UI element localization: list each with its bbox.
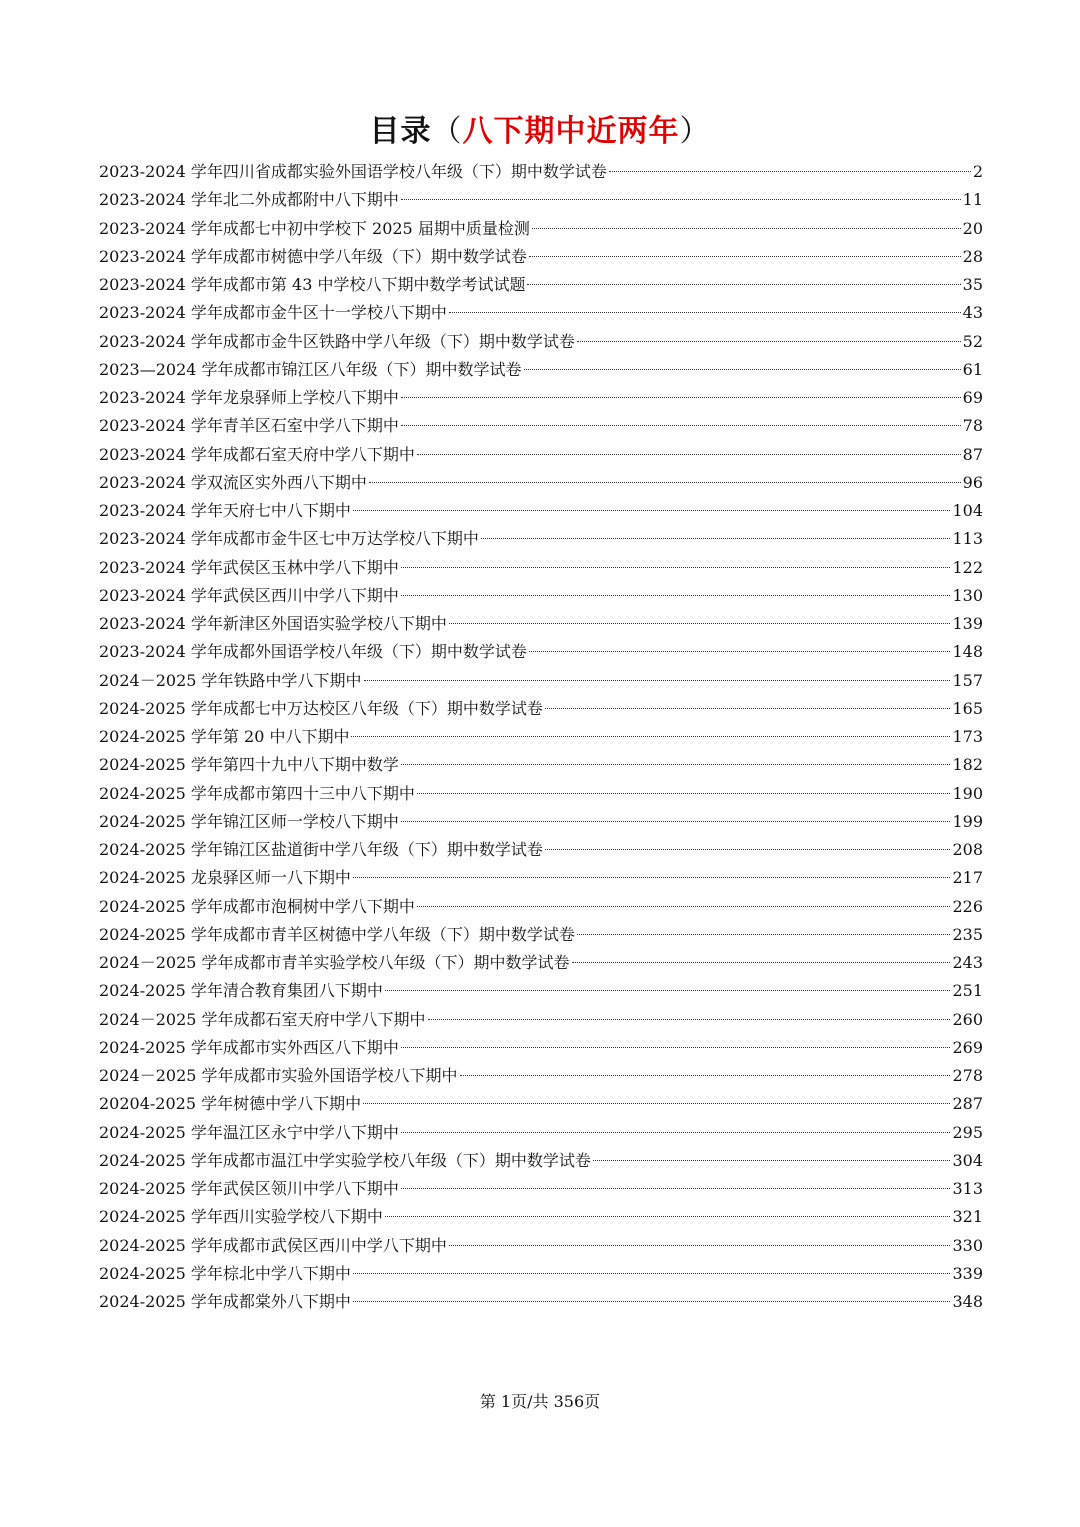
toc-entry-title: 2024-2025 学年成都七中万达校区八年级（下）期中数学试卷	[99, 698, 543, 718]
toc-entry[interactable]	[99, 1006, 983, 1034]
toc-entry[interactable]	[99, 780, 983, 808]
toc-entry-title: 2023-2024 学年武侯区玉林中学八下期中	[99, 557, 399, 577]
toc-entry-title: 2023-2024 学年龙泉驿师上学校八下期中	[99, 388, 399, 407]
toc-entry[interactable]	[99, 441, 983, 469]
toc-dot-leader	[532, 228, 961, 229]
toc-entry[interactable]	[99, 610, 983, 638]
toc-entry[interactable]	[99, 836, 983, 864]
toc-dot-leader	[385, 990, 951, 991]
toc-entry-page-number: 52	[962, 331, 983, 351]
toc-entry-title: 2024-2025 学年武侯区领川中学八下期中	[99, 1179, 399, 1198]
toc-entry-page-number: 217	[952, 868, 983, 888]
toc-dot-leader	[353, 1301, 951, 1302]
toc-entry-page-number: 104	[952, 501, 983, 520]
toc-dot-leader	[364, 680, 951, 681]
toc-dot-leader	[401, 1047, 951, 1048]
toc-dot-leader	[401, 1188, 951, 1189]
toc-entry-title: 2023-2024 学年青羊区石室中学八下期中	[99, 416, 399, 436]
toc-entry-title: 2024-2025 学年第四十九中八下期中数学	[99, 755, 399, 775]
toc-entry-page-number: 313	[952, 1179, 983, 1198]
toc-entry[interactable]	[99, 1090, 983, 1118]
toc-dot-leader	[593, 1160, 951, 1161]
toc-entry[interactable]	[99, 412, 983, 440]
toc-entry-title: 2024-2025 学年成都市实外西区八下期中	[99, 1037, 399, 1057]
toc-entry[interactable]	[99, 299, 983, 327]
toc-entry-page-number: 87	[962, 444, 983, 464]
toc-entry[interactable]	[99, 271, 983, 299]
toc-dot-leader	[401, 821, 951, 822]
toc-dot-leader	[401, 567, 951, 568]
toc-entry[interactable]	[99, 1288, 983, 1316]
toc-entry-title: 2023-2024 学年成都市金牛区七中万达学校八下期中	[99, 529, 479, 549]
toc-entry-page-number: 157	[952, 670, 983, 690]
page-footer: 第 1页/共 356页	[479, 1392, 601, 1411]
title-open-paren: （	[431, 114, 463, 149]
toc-entry-page-number: 348	[952, 1292, 983, 1311]
page-title	[0, 112, 1080, 152]
toc-entry[interactable]	[99, 723, 983, 751]
toc-entry[interactable]	[99, 582, 983, 610]
toc-dot-leader	[572, 962, 951, 963]
toc-entry-page-number: 173	[952, 727, 983, 746]
toc-entry-page-number: 113	[952, 529, 983, 549]
toc-entry-page-number: 139	[952, 614, 983, 633]
toc-entry-title: 20204-2025 学年树德中学八下期中	[99, 1094, 362, 1114]
toc-dot-leader	[353, 877, 951, 878]
toc-entry[interactable]	[99, 808, 983, 836]
toc-entry-page-number: 96	[962, 472, 983, 492]
toc-entry-title: 2024-2025 学年清合教育集团八下期中	[99, 981, 383, 1001]
toc-entry[interactable]	[99, 525, 983, 553]
toc-entry-title: 2024-2025 学年锦江区师一学校八下期中	[99, 811, 399, 831]
toc-dot-leader	[545, 708, 951, 709]
toc-entry-title: 2023-2024 学年成都外国语学校八年级（下）期中数学试卷	[99, 642, 527, 662]
toc-entry-title: 2023-2024 学年成都市树德中学八年级（下）期中数学试卷	[99, 246, 527, 266]
toc-dot-leader	[481, 538, 951, 539]
toc-entry[interactable]	[99, 667, 983, 695]
toc-dot-leader	[577, 934, 951, 935]
toc-entry[interactable]	[99, 1175, 983, 1203]
toc-dot-leader	[577, 341, 961, 342]
toc-dot-leader	[428, 1019, 951, 1020]
toc-entry[interactable]	[99, 864, 983, 892]
toc-dot-leader	[529, 256, 961, 257]
toc-dot-leader	[401, 764, 951, 765]
toc-entry-title: 2023-2024 学年四川省成都实验外国语学校八年级（下）期中数学试卷	[99, 162, 607, 181]
title-close-paren: ）	[679, 114, 711, 149]
toc-dot-leader	[401, 425, 961, 426]
toc-entry-page-number: 321	[952, 1207, 983, 1227]
toc-entry-page-number: 165	[952, 698, 983, 718]
toc-entry-title: 2023-2024 学年武侯区西川中学八下期中	[99, 585, 399, 605]
toc-entry-page-number: 69	[962, 388, 983, 407]
toc-entry-page-number: 304	[952, 1150, 983, 1170]
toc-entry-page-number: 260	[952, 1009, 983, 1029]
toc-entry-title: 2024-2025 学年温江区永宁中学八下期中	[99, 1122, 399, 1142]
toc-entry-title: 2024-2025 学年锦江区盐道街中学八年级（下）期中数学试卷	[99, 840, 543, 859]
toc-entry-title: 2024-2025 学年成都市青羊区树德中学八年级（下）期中数学试卷	[99, 924, 575, 944]
toc-dot-leader	[401, 1132, 951, 1133]
toc-entry-title: 2024－2025 学年成都石室天府中学八下期中	[99, 1009, 426, 1029]
toc-entry-title: 2023-2024 学年新津区外国语实验学校八下期中	[99, 614, 447, 633]
toc-entry-title: 2024-2025 学年成都市第四十三中八下期中	[99, 783, 415, 803]
toc-dot-leader	[401, 595, 951, 596]
toc-dot-leader	[353, 1273, 951, 1274]
toc-entry-page-number: 2	[972, 162, 983, 181]
toc-entry[interactable]	[99, 497, 983, 525]
toc-entry-page-number: 148	[952, 642, 983, 662]
toc-entry[interactable]	[99, 469, 983, 497]
toc-entry-title: 2023-2024 学年成都石室天府中学八下期中	[99, 444, 415, 464]
toc-entry-title: 2024-2025 学年成都棠外八下期中	[99, 1292, 351, 1311]
table-of-contents	[99, 158, 983, 1316]
toc-entry[interactable]	[99, 977, 983, 1005]
toc-entry-title: 2023-2024 学年北二外成都附中八下期中	[99, 190, 399, 210]
toc-entry[interactable]	[99, 921, 983, 949]
toc-entry[interactable]	[99, 893, 983, 921]
toc-entry[interactable]	[99, 1119, 983, 1147]
toc-entry-page-number: 278	[952, 1066, 983, 1085]
toc-dot-leader	[524, 369, 961, 370]
toc-entry-title: 2024-2025 学年成都市温江中学实验学校八年级（下）期中数学试卷	[99, 1150, 591, 1170]
toc-dot-leader	[369, 482, 961, 483]
toc-entry-title: 2024-2025 龙泉驿区师一八下期中	[99, 868, 351, 888]
toc-entry-title: 2024-2025 学年棕北中学八下期中	[99, 1263, 351, 1283]
toc-entry-title: 2023-2024 学年成都市金牛区铁路中学八年级（下）期中数学试卷	[99, 331, 575, 351]
toc-entry-page-number: 287	[952, 1094, 983, 1114]
toc-entry-page-number: 182	[952, 755, 983, 775]
toc-entry[interactable]	[99, 949, 983, 977]
toc-entry[interactable]	[99, 215, 983, 243]
toc-entry-page-number: 122	[952, 557, 983, 577]
toc-entry-page-number: 243	[952, 953, 983, 972]
toc-entry-page-number: 208	[952, 840, 983, 859]
toc-dot-leader	[545, 849, 951, 850]
toc-entry[interactable]	[99, 1203, 983, 1231]
toc-entry-page-number: 43	[962, 303, 983, 323]
toc-dot-leader	[609, 171, 971, 172]
toc-entry-title: 2023-2024 学年成都市金牛区十一学校八下期中	[99, 303, 447, 323]
toc-entry-title: 2024－2025 学年铁路中学八下期中	[99, 670, 362, 690]
toc-dot-leader	[449, 623, 951, 624]
toc-entry[interactable]	[99, 186, 983, 214]
toc-dot-leader	[417, 906, 951, 907]
toc-dot-leader	[449, 1245, 951, 1246]
toc-dot-leader	[527, 284, 960, 285]
title-main: 目录	[369, 114, 432, 149]
toc-entry-title: 2023-2024 学年成都市第 43 中学校八下期中数学考试试题	[99, 275, 526, 294]
toc-entry-page-number: 251	[952, 981, 983, 1001]
toc-entry[interactable]	[99, 158, 983, 186]
toc-entry-title: 2023—2024 学年成都市锦江区八年级（下）期中数学试卷	[99, 359, 522, 379]
toc-entry[interactable]	[99, 1034, 983, 1062]
toc-dot-leader	[385, 1216, 951, 1217]
toc-entry[interactable]	[99, 1260, 983, 1288]
toc-entry-title: 2024-2025 学年成都市武侯区西川中学八下期中	[99, 1235, 447, 1255]
toc-entry-title: 2024－2025 学年成都市实验外国语学校八下期中	[99, 1066, 458, 1085]
toc-entry-page-number: 28	[962, 246, 983, 266]
toc-entry[interactable]	[99, 356, 983, 384]
toc-entry-title: 2023-2024 学年成都七中初中学校下 2025 届期中质量检测	[99, 218, 530, 238]
toc-entry-title: 2024-2025 学年第 20 中八下期中	[99, 727, 350, 746]
toc-dot-leader	[449, 312, 961, 313]
toc-entry-page-number: 78	[962, 416, 983, 436]
toc-dot-leader	[417, 793, 951, 794]
toc-entry-page-number: 269	[952, 1037, 983, 1057]
toc-entry-title: 2023-2024 学年天府七中八下期中	[99, 501, 351, 520]
toc-entry-page-number: 226	[952, 896, 983, 916]
toc-entry-page-number: 330	[952, 1235, 983, 1255]
toc-entry[interactable]	[99, 243, 983, 271]
toc-entry-page-number: 235	[952, 924, 983, 944]
toc-entry-page-number: 20	[962, 218, 983, 238]
toc-entry[interactable]	[99, 1232, 983, 1260]
toc-dot-leader	[363, 1103, 950, 1104]
toc-entry-page-number: 295	[952, 1122, 983, 1142]
toc-entry-title: 2024－2025 学年成都市青羊实验学校八年级（下）期中数学试卷	[99, 953, 570, 972]
toc-entry-page-number: 130	[952, 585, 983, 605]
toc-entry-page-number: 190	[952, 783, 983, 803]
toc-entry-title: 2024-2025 学年西川实验学校八下期中	[99, 1207, 383, 1227]
toc-entry[interactable]	[99, 751, 983, 779]
toc-dot-leader	[417, 454, 961, 455]
toc-entry[interactable]	[99, 1147, 983, 1175]
toc-entry[interactable]	[99, 554, 983, 582]
toc-entry[interactable]	[99, 695, 983, 723]
toc-entry-page-number: 61	[962, 359, 983, 379]
toc-entry-title: 2023-2024 学双流区实外西八下期中	[99, 472, 367, 492]
toc-entry[interactable]	[99, 638, 983, 666]
toc-entry-page-number: 35	[962, 275, 983, 294]
toc-dot-leader	[401, 199, 961, 200]
title-subtitle: 八下期中近两年	[462, 114, 680, 149]
toc-entry[interactable]	[99, 328, 983, 356]
toc-dot-leader	[460, 1075, 951, 1076]
toc-dot-leader	[529, 651, 951, 652]
toc-entry-page-number: 199	[952, 811, 983, 831]
toc-entry-title: 2024-2025 学年成都市泡桐树中学八下期中	[99, 896, 415, 916]
toc-entry[interactable]	[99, 1062, 983, 1090]
toc-entry-page-number: 339	[952, 1263, 983, 1283]
toc-dot-leader	[353, 510, 951, 511]
toc-entry[interactable]	[99, 384, 983, 412]
toc-dot-leader	[401, 397, 961, 398]
toc-entry-page-number: 11	[962, 190, 983, 210]
toc-dot-leader	[351, 736, 950, 737]
